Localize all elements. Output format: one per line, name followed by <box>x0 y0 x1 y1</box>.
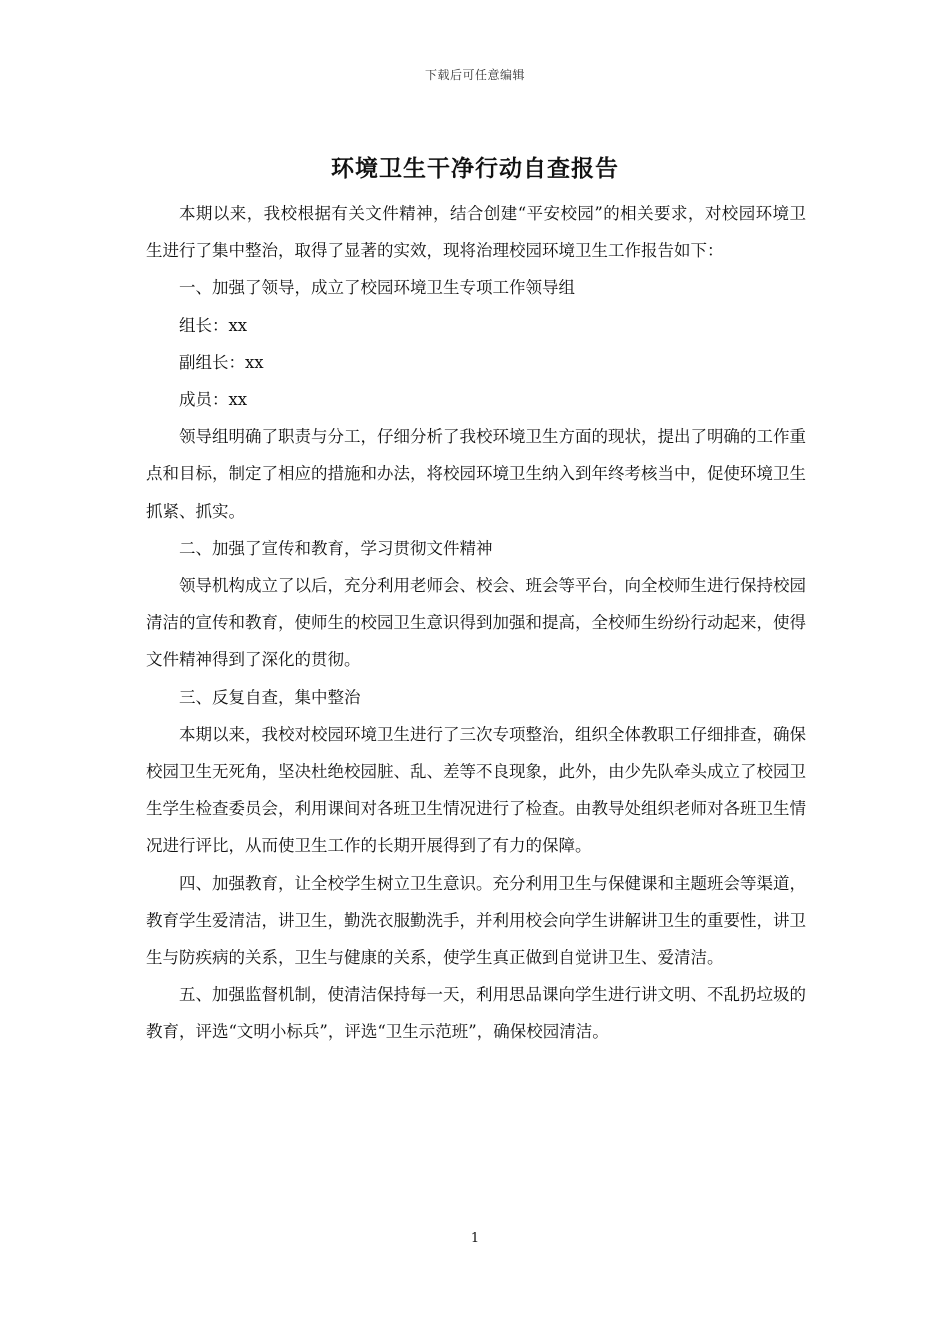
section-heading-2: 二、加强了宣传和教育，学习贯彻文件精神 <box>179 538 493 558</box>
members-line: 成员：xx <box>179 390 248 410</box>
body-paragraph: 领导组明确了职责与分工，仔细分析了我校环境卫生方面的现状，提出了明确的工作重点和目标，制定了相应的措施和办法，将校园环境卫生纳入到年终考核当中，促使环境卫生抓紧、抓实。 <box>146 427 806 521</box>
section-paragraph-5: 五、加强监督机制，使清洁保持每一天，利用思品课向学生进行讲文明、不乱扔垃圾的教育，评选“文明小标兵”，评选“卫生示范班”，确保校园清洁。 <box>146 985 806 1042</box>
page-number: 1 <box>470 1231 480 1246</box>
deputy-leader-line: 副组长：xx <box>179 352 264 372</box>
body-paragraph: 领导机构成立了以后，充分利用老师会、校会、班会等平台，向全校师生进行保持校园清洁的宣传和教育，使师生的校园卫生意识得到加强和提高，全校师生纷纷行动起来，使得文件精神得到了深化的贯彻。 <box>146 576 806 670</box>
section-paragraph-4: 四、加强教育，让全校学生树立卫生意识。充分利用卫生与保健课和主题班会等渠道，教育学生爱清洁，讲卫生，勤洗衣服勤洗手，并利用校会向学生讲解讲卫生的重要性，讲卫生与防疾病的关系，卫生与健康的关系，使学生真正做到自觉讲卫生、爱清洁。 <box>146 873 806 968</box>
leader-line: 组长：xx <box>179 315 248 335</box>
body-paragraph: 本期以来，我校对校园环境卫生进行了三次专项整治，组织全体教职工仔细排查，确保校园卫生无死角，坚决杜绝校园脏、乱、差等不良现象，此外，由少先队牵头成立了校园卫生学生检查委员会，利用课间对各班卫生情况进行了检查。由教导处组织老师对各班卫生情况进行评比，从而使卫生工作的长期开展得到了有力的保障。 <box>146 724 806 856</box>
section-heading-3: 三、反复自查，集中整治 <box>179 687 361 707</box>
document-body <box>146 195 806 1051</box>
section-heading-1: 一、加强了领导，成立了校园环境卫生专项工作领导组 <box>179 278 575 298</box>
header-note: 下载后可任意编辑 <box>424 68 525 82</box>
intro-paragraph: 本期以来，我校根据有关文件精神，结合创建“平安校园”的相关要求，对校园环境卫生进行了集中整治，取得了显著的实效，现将治理校园环境卫生工作报告如下： <box>146 204 806 261</box>
document-title: 环境卫生干净行动自查报告 <box>331 155 619 182</box>
